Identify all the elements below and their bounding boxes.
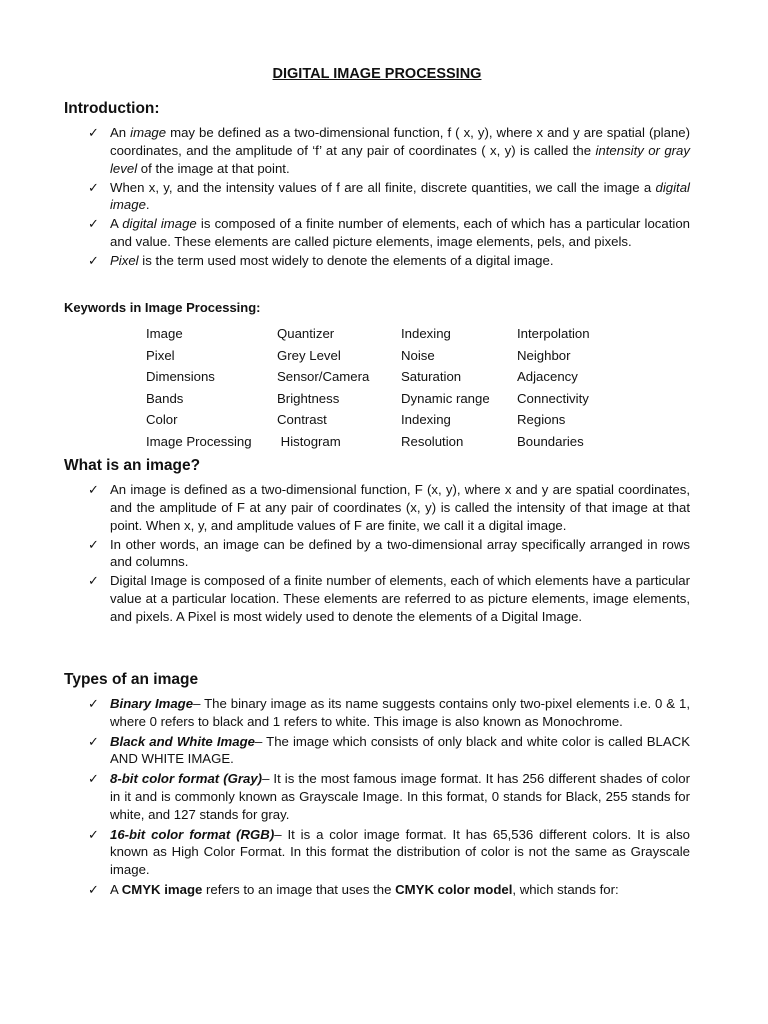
check-icon: ✓ — [88, 536, 99, 552]
check-icon: ✓ — [88, 125, 99, 140]
intro-heading: Introduction: — [64, 100, 160, 117]
keyword-cell: Regions — [517, 412, 566, 428]
keyword-row — [146, 409, 627, 431]
keywords-heading: Keywords in Image Processing: — [64, 300, 261, 315]
keywords-table — [146, 323, 627, 453]
keyword-cell: Quantizer — [277, 326, 335, 341]
keyword-cell: Pixel — [146, 347, 175, 363]
types-heading: Types of an image — [64, 671, 199, 688]
keyword-cell: Boundaries — [517, 433, 584, 449]
keyword-row — [146, 388, 627, 410]
list-item: ✓ An image is defined as a two-dimensional function, F (x, y), where x and y are spatial coordinates, and the amplitude of F at any pair of coordinates (x, y) is called the intensity of that image at that point. When x, y, and amplitude values of F are finite, we call it a digital image. — [88, 482, 690, 533]
check-icon: ✓ — [88, 216, 99, 232]
keyword-cell: Dimensions — [146, 369, 215, 385]
list-item: ✓ When x, y, and the intensity values of f are all finite, discrete quantities, we call the image a digital image. — [88, 179, 690, 213]
keyword-cell: Image — [146, 326, 183, 341]
check-icon: ✓ — [88, 826, 99, 842]
keyword-cell: Color — [146, 412, 178, 428]
check-icon: ✓ — [88, 253, 99, 269]
keyword-cell: Connectivity — [517, 390, 589, 406]
check-icon: ✓ — [88, 733, 99, 749]
keyword-cell: Adjacency — [517, 369, 578, 385]
keyword-row — [146, 431, 627, 453]
keyword-cell: Indexing — [401, 412, 451, 428]
intro-list — [88, 124, 690, 271]
keyword-cell: Sensor/Camera — [277, 369, 370, 385]
keyword-cell: Brightness — [277, 390, 340, 406]
check-icon: ✓ — [88, 179, 99, 195]
keyword-cell: Interpolation — [517, 326, 590, 341]
list-item: ✓ A digital image is composed of a finite number of elements, each of which has a particular location and value. These elements are called picture elements, image elements, pels, and pixels. — [88, 216, 691, 250]
check-icon: ✓ — [88, 881, 99, 897]
types-list — [88, 695, 690, 901]
what-heading: What is an image? — [64, 457, 201, 474]
document-title: DIGITAL IMAGE PROCESSING — [272, 66, 482, 82]
list-item: ✓ Pixel is the term used most widely to denote the elements of a digital image. — [88, 253, 554, 269]
list-item: ✓ An image may be defined as a two-dimensional function, f ( x, y), where x and y are spatial (plane) coordinates, and the amplitude of ‘f’ at any pair of coordinates ( x, y) is called the intensity or gray level of the image at that point. — [88, 125, 691, 176]
keyword-cell: Contrast — [277, 412, 327, 428]
check-icon: ✓ — [88, 771, 99, 787]
keyword-cell: Image Processing — [146, 433, 252, 449]
check-icon: ✓ — [88, 573, 99, 589]
list-item: ✓ 8-bit color format (Gray)– It is the most famous image format. It has 256 different shades of color in it and is commonly known as Grayscale Image. In this format, 0 stands for Black, 255 stands for white, and 127 stands for gray. — [88, 771, 690, 822]
keyword-cell: Noise — [401, 347, 435, 363]
keyword-cell: Neighbor — [517, 347, 571, 363]
check-icon: ✓ — [88, 696, 99, 711]
keyword-cell: Bands — [146, 390, 184, 406]
what-list — [88, 481, 690, 627]
list-item: ✓ Digital Image is composed of a finite number of elements, each of which elements have a particular value at a particular location. These elements are referred to as picture elements, image elements, and pixels. A Pixel is most widely used to denote the elements of a Digital Image. — [88, 573, 690, 624]
keyword-cell: Saturation — [401, 369, 462, 385]
keyword-row — [146, 366, 627, 388]
keyword-cell: Indexing — [401, 326, 451, 341]
keyword-cell: Histogram — [277, 433, 341, 449]
list-item: ✓ In other words, an image can be defined by a two-dimensional array specifically arranged in rows and columns. — [88, 536, 690, 570]
list-item: ✓ Binary Image– The binary image as its name suggests contains only two-pixel elements i.e. 0 & 1, where 0 refers to black and 1 refers to white. This image is also known as Monochrome. — [88, 696, 690, 729]
keyword-row — [146, 323, 627, 345]
keyword-cell: Dynamic range — [401, 390, 490, 406]
list-item: ✓ 16-bit color format (RGB)– It is a color image format. It has 65,536 different colors. It is also known as High Color Format. In this format the distribution of color is not the same as Grayscale image. — [88, 826, 690, 878]
check-icon: ✓ — [88, 482, 99, 497]
keyword-cell: Grey Level — [277, 347, 341, 363]
keyword-row — [146, 345, 627, 367]
list-item: ✓ Black and White Image– The image which consists of only black and white color is called BLACK AND WHITE IMAGE. — [88, 733, 691, 767]
keyword-cell: Resolution — [401, 433, 464, 449]
list-item: ✓ A CMYK image refers to an image that uses the CMYK color model, which stands for: — [88, 881, 619, 897]
